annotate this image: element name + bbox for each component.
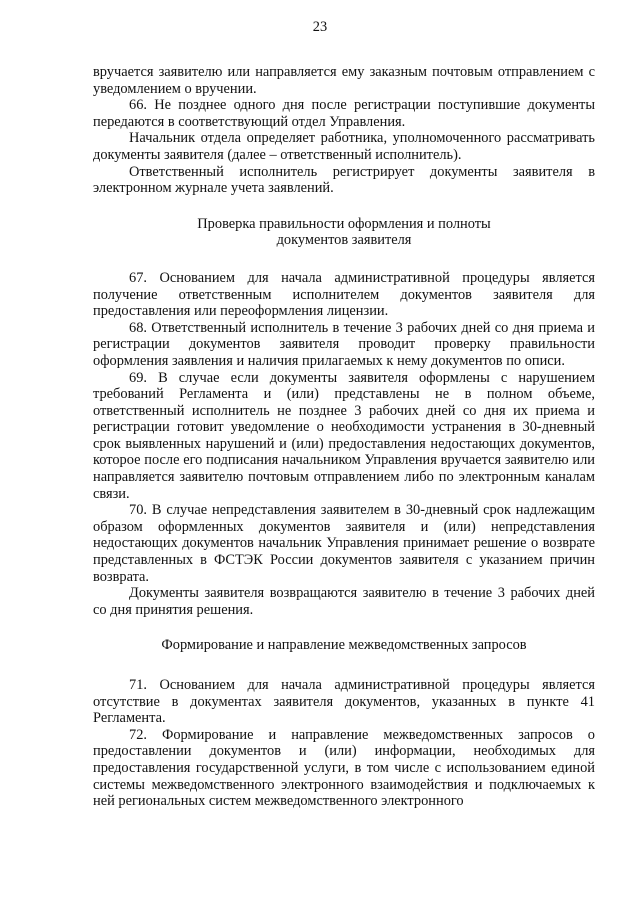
paragraph-66-head: Начальник отдела определяет работника, уполномоченного рассматривать документы заявителя (далее – ответственный исполнитель). [93, 130, 595, 163]
section-heading-verification [93, 216, 595, 249]
paragraph-66-executor: Ответственный исполнитель регистрирует документы заявителя в электронном журнале учета заявлений. [93, 163, 595, 197]
paragraph-66: 66. Не позднее одного дня после регистрации поступившие документы передаются в соответствующий отдел Управления. [93, 97, 595, 130]
paragraph-68: 68. Ответственный исполнитель в течение 3 рабочих дней со дня приема и регистрации документов заявителя проводит проверку правильности оформления заявления и наличия прилагаемых к нему документов по описи. [93, 319, 595, 369]
paragraph-71: 71. Основанием для начала административной процедуры является отсутствие в документах заявителя документов, указанных в пункте 41 Регламента. [93, 677, 595, 727]
paragraph-70: 70. В случае непредставления заявителем в 30-дневный срок надлежащим образом оформленных документов заявителя и (или) непредставления недостающих документов начальник Управления принимает решение о возврате представленных в ФСТЭК России документов заявителя с указанием причин возврата. [93, 502, 595, 585]
paragraph-continuation: вручается заявителю или направляется ему заказным почтовым отправлением с уведомлением о вручении. [93, 64, 595, 97]
section-heading-requests: Формирование и направление межведомственных запросов [161, 637, 527, 654]
section-heading-line: документов заявителя [276, 232, 412, 249]
document-body [93, 64, 595, 810]
paragraph-70-return: Документы заявителя возвращаются заявителю в течение 3 рабочих дней со дня принятия решения. [93, 585, 595, 618]
paragraph-69: 69. В случае если документы заявителя оформлены с нарушением требований Регламента и (или) представлены не в полном объеме, ответственный исполнитель не позднее 3 рабочих дней со дня их приема и регистрации готовит уведомление о необходимости устранения в 30-дневный срок выявленных нарушений и (или) предоставления недостающих документов, которое после его подписания начальником Управления вручается заявителю или направляется заявителю почтовым отправлением либо по электронным каналам связи. [93, 369, 595, 502]
paragraph-72: 72. Формирование и направление межведомственных запросов о предоставлении документов и (или) информации, необходимых для предоставления государственной услуги, в том числе с использованием единой системы межведомственного электронного взаимодействия и подключаемых к ней региональных систем межведомственного электронного [93, 726, 595, 810]
page-number: 23 [312, 19, 328, 35]
section-heading-line: Проверка правильности оформления и полноты [197, 215, 491, 232]
paragraph-67: 67. Основанием для начала административной процедуры является получение ответственным исполнителем документов заявителя для предоставления или переоформления лицензии. [93, 269, 595, 320]
